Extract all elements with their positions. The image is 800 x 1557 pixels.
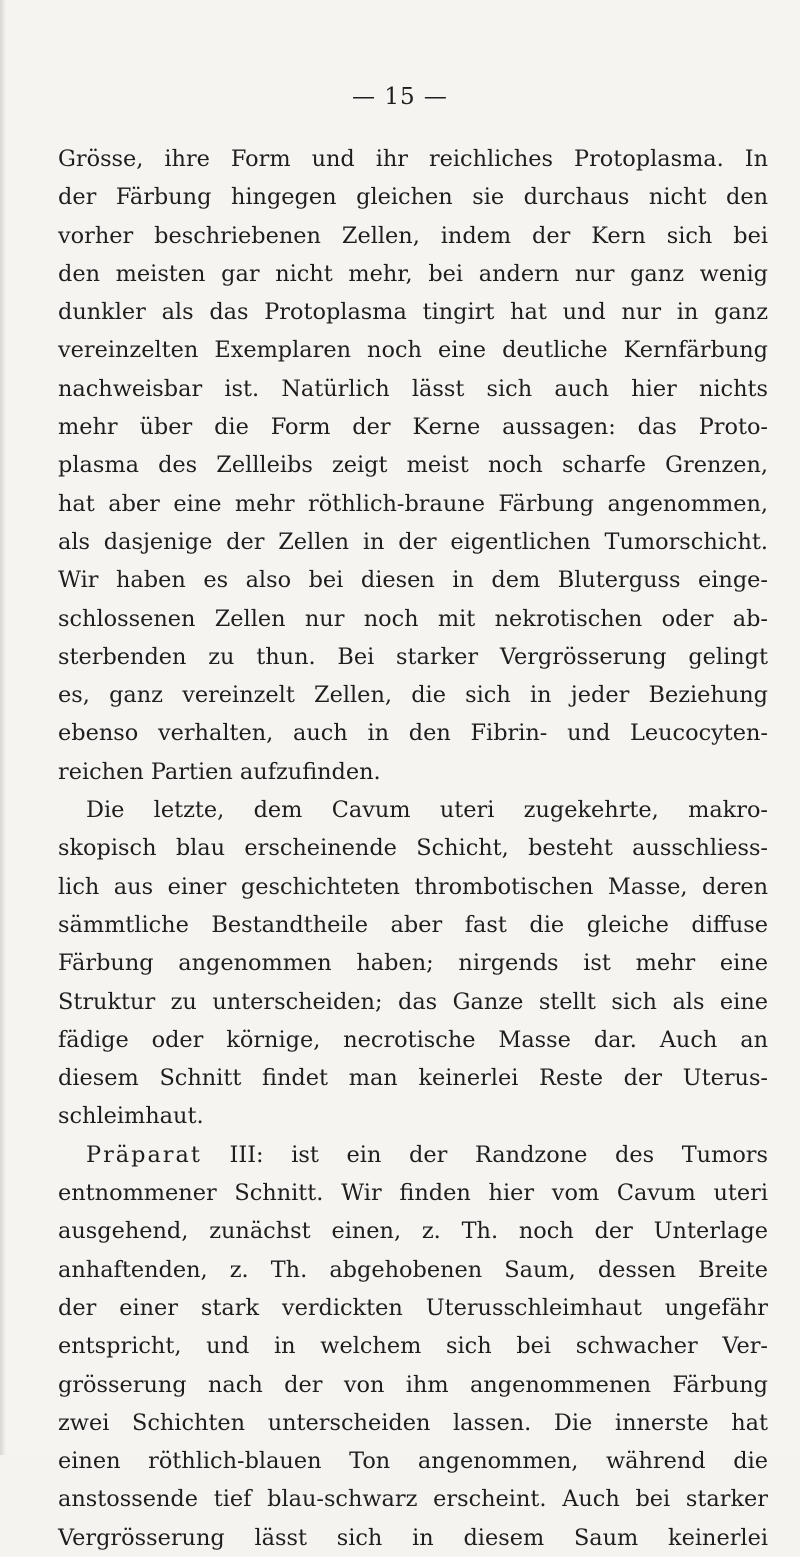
- text-line: skopisch blau erscheinende Schicht, besteht ausschliess-: [58, 835, 768, 862]
- text-line: Grösse, ihre Form und ihr reichliches Protoplasma. In: [58, 146, 768, 172]
- text-line: entspricht, und in welchem sich bei schwacher Ver-: [58, 1333, 768, 1360]
- text-line: diesem Schnitt findet man keinerlei Reste der Uterus-: [58, 1065, 768, 1092]
- text-line: als dasjenige der Zellen in der eigentlichen Tumorschicht.: [58, 528, 768, 555]
- body-text: [58, 140, 768, 1557]
- text-line: dunkler als das Protoplasma tingirt hat und nur in ganz: [58, 299, 768, 326]
- text-line: anhaftenden, z. Th. abgehobenen Saum, dessen Breite: [58, 1256, 768, 1283]
- text-line: der Färbung hingegen gleichen sie durchaus nicht den: [58, 184, 768, 211]
- text-line: den meisten gar nicht mehr, bei andern nur ganz wenig: [58, 260, 768, 287]
- text-line: ebenso verhalten, auch in den Fibrin- und Leucocyten-: [58, 720, 768, 747]
- text-line: vereinzelten Exemplaren noch eine deutliche Kernfärbung: [58, 337, 768, 364]
- text-line: schlossenen Zellen nur noch mit nekrotischen oder ab-: [58, 605, 768, 632]
- text-line: Die letzte, dem Cavum uteri zugekehrte, makro-: [86, 797, 768, 824]
- text-line: sämmtliche Bestandtheile aber fast die gleiche diffuse: [58, 911, 768, 938]
- preparation-label: Präparat: [86, 1141, 202, 1168]
- text-line: vorher beschriebenen Zellen, indem der Kern sich bei: [58, 222, 768, 249]
- text-line: nachweisbar ist. Natürlich lässt sich auch hier nichts: [58, 375, 768, 402]
- text-line: sterbenden zu thun. Bei starker Vergrösserung gelingt: [58, 643, 768, 670]
- text-line: einen röthlich-blauen Ton angenommen, während die: [58, 1448, 768, 1475]
- text-line: der einer stark verdickten Uterusschleimhaut ungefähr: [58, 1294, 768, 1321]
- text-line: es, ganz vereinzelt Zellen, die sich in jeder Beziehung: [58, 682, 768, 709]
- text-line-preparation-heading: [58, 1136, 768, 1174]
- text-line-rest: III: ist ein der Randzone des Tumors: [201, 1141, 768, 1168]
- text-line: lich aus einer geschichteten thrombotischen Masse, deren: [58, 873, 768, 900]
- text-line: mehr über die Form der Kerne aussagen: das Proto-: [58, 414, 768, 441]
- text-line: Vergrösserung lässt sich in diesem Saum keinerlei: [58, 1524, 768, 1551]
- text-line: Wir haben es also bei diesen in dem Bluterguss einge-: [58, 567, 768, 594]
- text-line: schleimhaut.: [58, 1103, 204, 1130]
- text-line: ausgehend, zunächst einen, z. Th. noch der Unterlage: [58, 1218, 768, 1245]
- text-line: Färbung angenommen haben; nirgends ist mehr eine: [58, 950, 768, 977]
- text-line: zwei Schichten unterscheiden lassen. Die innerste hat: [58, 1409, 768, 1436]
- text-line: grösserung nach der von ihm angenommenen Färbung: [58, 1371, 768, 1398]
- text-line: entnommener Schnitt. Wir finden hier vom Cavum uteri: [58, 1180, 768, 1207]
- page-number: — 15 —: [352, 84, 448, 110]
- text-line: reichen Partien aufzufinden.: [58, 758, 381, 785]
- text-line: plasma des Zellleibs zeigt meist noch scharfe Grenzen,: [58, 452, 768, 479]
- text-line: fädige oder körnige, necrotische Masse dar. Auch an: [58, 1026, 768, 1053]
- text-line: hat aber eine mehr röthlich-braune Färbung angenommen,: [58, 490, 768, 517]
- page-edge-shadow: [0, 0, 6, 1455]
- text-line: anstossende tief blau-schwarz erscheint. Auch bei starker: [58, 1486, 768, 1513]
- text-line: Struktur zu unterscheiden; das Ganze stellt sich als eine: [58, 988, 768, 1015]
